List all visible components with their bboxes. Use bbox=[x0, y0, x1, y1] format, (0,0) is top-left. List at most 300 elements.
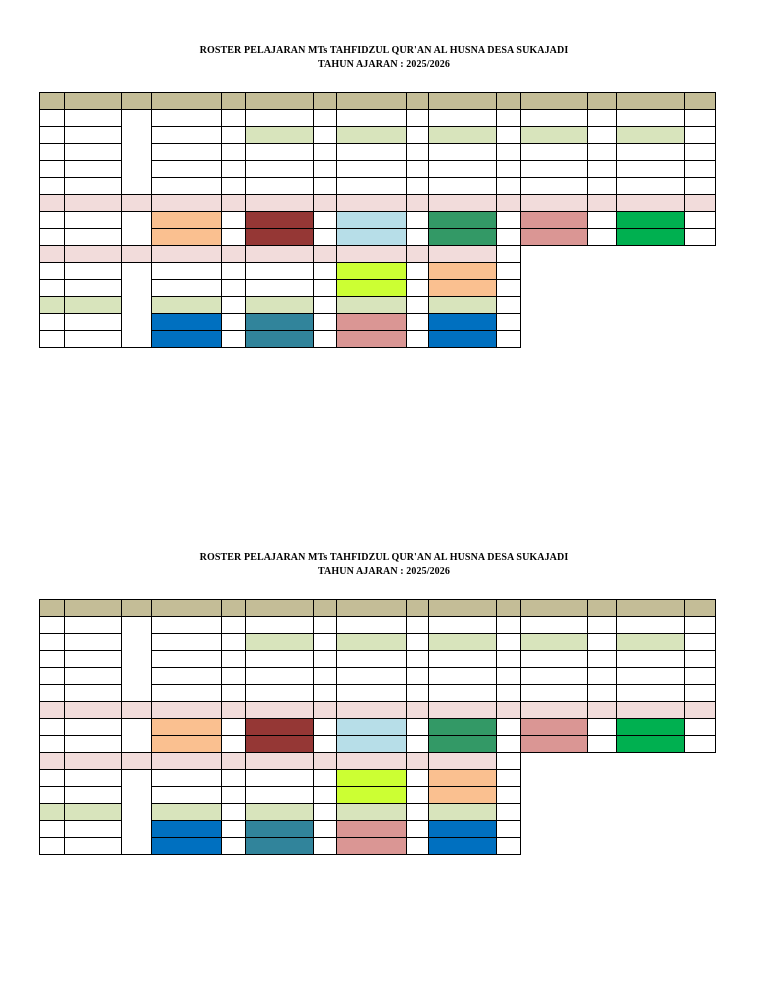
roster-cell bbox=[428, 786, 497, 804]
roster-cell bbox=[245, 667, 314, 685]
roster-cell bbox=[39, 330, 65, 348]
roster-cell bbox=[221, 211, 246, 229]
roster-cell bbox=[64, 752, 122, 770]
roster-cell bbox=[221, 245, 246, 263]
roster-cell bbox=[684, 109, 716, 127]
roster-cell bbox=[496, 228, 521, 246]
roster-cell bbox=[313, 313, 337, 331]
roster-cell bbox=[64, 177, 122, 195]
header-cell bbox=[336, 599, 407, 617]
roster-cell bbox=[221, 701, 246, 719]
roster-cell bbox=[428, 262, 497, 280]
roster-cell bbox=[336, 109, 407, 127]
header-cell bbox=[336, 92, 407, 110]
roster-cell bbox=[245, 330, 314, 348]
roster-cell bbox=[151, 803, 222, 821]
roster-cell bbox=[428, 177, 497, 195]
roster-cell bbox=[313, 633, 337, 651]
roster-cell bbox=[64, 126, 122, 144]
roster-cell bbox=[39, 650, 65, 668]
roster-cell bbox=[336, 296, 407, 314]
roster-cell bbox=[151, 667, 222, 685]
roster-cell bbox=[616, 633, 685, 651]
header-cell bbox=[428, 599, 497, 617]
roster-cell bbox=[428, 126, 497, 144]
roster-cell bbox=[151, 837, 222, 855]
roster-cell bbox=[151, 296, 222, 314]
roster-cell bbox=[245, 803, 314, 821]
roster-cell bbox=[313, 684, 337, 702]
roster-cell bbox=[39, 616, 65, 634]
roster-cell bbox=[336, 735, 407, 753]
header-cell bbox=[121, 92, 152, 110]
roster-cell bbox=[428, 803, 497, 821]
roster-cell bbox=[221, 616, 246, 634]
roster-cell bbox=[151, 820, 222, 838]
header-cell bbox=[616, 599, 685, 617]
roster-cell bbox=[39, 820, 65, 838]
roster-cell bbox=[39, 803, 65, 821]
roster-cell bbox=[616, 667, 685, 685]
roster-cell bbox=[587, 211, 617, 229]
roster-cell bbox=[313, 616, 337, 634]
roster-cell bbox=[151, 262, 222, 280]
roster-cell bbox=[520, 616, 588, 634]
roster-cell bbox=[684, 684, 716, 702]
roster-cell bbox=[313, 109, 337, 127]
roster-cell bbox=[616, 718, 685, 736]
roster-cell bbox=[221, 837, 246, 855]
roster-cell bbox=[496, 296, 521, 314]
roster-cell bbox=[336, 177, 407, 195]
roster-cell bbox=[221, 752, 246, 770]
roster-cell bbox=[496, 109, 521, 127]
roster-cell bbox=[245, 279, 314, 297]
roster-cell bbox=[221, 160, 246, 178]
roster-cell bbox=[406, 633, 429, 651]
roster-cell bbox=[336, 616, 407, 634]
roster-cell bbox=[221, 786, 246, 804]
roster-cell bbox=[616, 684, 685, 702]
roster-cell bbox=[496, 160, 521, 178]
roster-cell bbox=[496, 616, 521, 634]
roster-cell bbox=[64, 684, 122, 702]
roster-cell bbox=[313, 262, 337, 280]
roster-cell bbox=[616, 228, 685, 246]
roster-cell bbox=[64, 786, 122, 804]
roster-cell bbox=[336, 633, 407, 651]
roster-cell bbox=[64, 194, 122, 212]
roster-cell bbox=[221, 313, 246, 331]
roster-cell bbox=[64, 718, 122, 736]
roster-cell bbox=[39, 718, 65, 736]
roster-cell bbox=[684, 194, 716, 212]
roster-cell bbox=[151, 718, 222, 736]
roster-cell bbox=[245, 786, 314, 804]
roster-cell bbox=[406, 752, 429, 770]
roster-cell bbox=[587, 194, 617, 212]
header-cell bbox=[221, 92, 246, 110]
roster-cell bbox=[39, 126, 65, 144]
roster-cell bbox=[39, 194, 65, 212]
header-cell bbox=[496, 599, 521, 617]
roster-cell bbox=[245, 194, 314, 212]
roster-cell bbox=[151, 211, 222, 229]
header-cell bbox=[151, 599, 222, 617]
roster-cell bbox=[684, 616, 716, 634]
roster-cell bbox=[121, 194, 152, 212]
roster-cell bbox=[587, 735, 617, 753]
header-cell bbox=[428, 92, 497, 110]
roster-cell bbox=[684, 701, 716, 719]
roster-cell bbox=[39, 769, 65, 787]
roster-cell bbox=[64, 296, 122, 314]
roster-cell bbox=[616, 177, 685, 195]
roster-cell bbox=[151, 769, 222, 787]
roster-cell bbox=[39, 160, 65, 178]
roster-cell bbox=[587, 701, 617, 719]
roster-cell bbox=[587, 143, 617, 161]
roster-cell bbox=[245, 126, 314, 144]
roster-cell bbox=[39, 245, 65, 263]
merged-cell bbox=[121, 109, 152, 195]
roster-cell bbox=[587, 633, 617, 651]
roster-cell bbox=[587, 650, 617, 668]
roster-cell bbox=[616, 735, 685, 753]
roster-cell bbox=[496, 126, 521, 144]
roster-cell bbox=[428, 296, 497, 314]
merged-cell bbox=[121, 616, 152, 702]
header-cell bbox=[520, 92, 588, 110]
roster-cell bbox=[496, 194, 521, 212]
roster-cell bbox=[313, 296, 337, 314]
roster-cell bbox=[406, 650, 429, 668]
roster-cell bbox=[151, 735, 222, 753]
roster-cell bbox=[428, 160, 497, 178]
roster-cell bbox=[428, 109, 497, 127]
roster-cell bbox=[39, 109, 65, 127]
roster-cell bbox=[406, 126, 429, 144]
roster-cell bbox=[336, 330, 407, 348]
roster-cell bbox=[313, 650, 337, 668]
roster-cell bbox=[39, 752, 65, 770]
roster-cell bbox=[428, 769, 497, 787]
roster-cell bbox=[496, 313, 521, 331]
roster-cell bbox=[496, 684, 521, 702]
roster-cell bbox=[520, 735, 588, 753]
roster-cell bbox=[39, 228, 65, 246]
roster-cell bbox=[39, 837, 65, 855]
roster-cell bbox=[313, 769, 337, 787]
roster-cell bbox=[428, 245, 497, 263]
roster-cell bbox=[221, 820, 246, 838]
roster-cell bbox=[336, 786, 407, 804]
roster-cell bbox=[406, 245, 429, 263]
roster-cell bbox=[496, 650, 521, 668]
roster-cell bbox=[221, 650, 246, 668]
roster-cell bbox=[587, 160, 617, 178]
roster-cell bbox=[39, 211, 65, 229]
roster-cell bbox=[221, 109, 246, 127]
roster-cell bbox=[428, 752, 497, 770]
roster-cell bbox=[313, 701, 337, 719]
roster-cell bbox=[520, 126, 588, 144]
roster-cell bbox=[64, 616, 122, 634]
header-cell bbox=[39, 599, 65, 617]
roster-cell bbox=[64, 245, 122, 263]
roster-cell bbox=[406, 330, 429, 348]
roster-cell bbox=[496, 769, 521, 787]
roster-cell bbox=[428, 735, 497, 753]
roster-cell bbox=[313, 803, 337, 821]
roster-cell bbox=[64, 633, 122, 651]
roster-cell bbox=[428, 194, 497, 212]
roster-cell bbox=[39, 701, 65, 719]
roster-cell bbox=[245, 177, 314, 195]
roster-cell bbox=[245, 633, 314, 651]
roster-cell bbox=[587, 109, 617, 127]
roster-cell bbox=[336, 667, 407, 685]
roster-cell bbox=[616, 160, 685, 178]
roster-cell bbox=[406, 837, 429, 855]
roster-cell bbox=[496, 279, 521, 297]
roster-title: ROSTER PELAJARAN MTs TAHFIDZUL QUR'AN AL HUSNA DESA SUKAJADI bbox=[199, 552, 569, 563]
header-cell bbox=[587, 92, 617, 110]
roster-cell bbox=[64, 769, 122, 787]
roster-cell bbox=[313, 211, 337, 229]
roster-cell bbox=[406, 718, 429, 736]
roster-cell bbox=[151, 126, 222, 144]
roster-cell bbox=[336, 194, 407, 212]
roster-cell bbox=[151, 616, 222, 634]
header-cell bbox=[684, 599, 716, 617]
roster-cell bbox=[245, 735, 314, 753]
roster-cell bbox=[64, 837, 122, 855]
roster-cell bbox=[245, 262, 314, 280]
roster-cell bbox=[221, 735, 246, 753]
roster-cell bbox=[406, 279, 429, 297]
roster-cell bbox=[245, 752, 314, 770]
roster-cell bbox=[313, 752, 337, 770]
roster-cell bbox=[520, 211, 588, 229]
roster-cell bbox=[64, 228, 122, 246]
roster-cell bbox=[39, 262, 65, 280]
roster-subtitle: TAHUN AJARAN : 2025/2026 bbox=[318, 566, 450, 577]
header-cell bbox=[245, 599, 314, 617]
roster-cell bbox=[336, 837, 407, 855]
roster-cell bbox=[520, 194, 588, 212]
roster-cell bbox=[520, 701, 588, 719]
roster-cell bbox=[496, 245, 521, 263]
roster-cell bbox=[616, 616, 685, 634]
roster-cell bbox=[245, 143, 314, 161]
roster-cell bbox=[151, 786, 222, 804]
roster-cell bbox=[428, 228, 497, 246]
header-cell bbox=[64, 599, 122, 617]
roster-cell bbox=[39, 684, 65, 702]
roster-cell bbox=[221, 143, 246, 161]
roster-cell bbox=[496, 735, 521, 753]
roster-cell bbox=[616, 650, 685, 668]
roster-cell bbox=[406, 296, 429, 314]
roster-cell bbox=[151, 177, 222, 195]
header-cell bbox=[616, 92, 685, 110]
roster-cell bbox=[587, 616, 617, 634]
merged-cell bbox=[121, 262, 152, 348]
roster-cell bbox=[336, 143, 407, 161]
roster-cell bbox=[406, 313, 429, 331]
roster-cell bbox=[428, 211, 497, 229]
roster-cell bbox=[245, 211, 314, 229]
roster-cell bbox=[336, 262, 407, 280]
roster-cell bbox=[313, 837, 337, 855]
header-cell bbox=[245, 92, 314, 110]
roster-cell bbox=[496, 701, 521, 719]
roster-cell bbox=[520, 650, 588, 668]
roster-cell bbox=[496, 786, 521, 804]
roster-cell bbox=[520, 177, 588, 195]
roster-cell bbox=[151, 279, 222, 297]
roster-cell bbox=[406, 820, 429, 838]
roster-cell bbox=[616, 126, 685, 144]
roster-cell bbox=[245, 313, 314, 331]
roster-cell bbox=[221, 177, 246, 195]
roster-cell bbox=[221, 330, 246, 348]
roster-cell bbox=[245, 837, 314, 855]
roster-cell bbox=[151, 701, 222, 719]
merged-cell bbox=[121, 769, 152, 855]
roster-cell bbox=[64, 313, 122, 331]
header-cell bbox=[221, 599, 246, 617]
roster-cell bbox=[245, 296, 314, 314]
roster-cell bbox=[151, 330, 222, 348]
roster-cell bbox=[520, 228, 588, 246]
roster-cell bbox=[428, 820, 497, 838]
roster-cell bbox=[221, 262, 246, 280]
roster-cell bbox=[428, 330, 497, 348]
roster-cell bbox=[313, 177, 337, 195]
roster-cell bbox=[245, 616, 314, 634]
roster-cell bbox=[587, 718, 617, 736]
roster-cell bbox=[151, 194, 222, 212]
roster-cell bbox=[616, 109, 685, 127]
roster-cell bbox=[336, 752, 407, 770]
roster-cell bbox=[336, 820, 407, 838]
roster-cell bbox=[221, 667, 246, 685]
roster-cell bbox=[336, 769, 407, 787]
roster-cell bbox=[336, 684, 407, 702]
roster-cell bbox=[496, 330, 521, 348]
roster-cell bbox=[684, 650, 716, 668]
roster-sheet-1 bbox=[0, 44, 768, 98]
roster-cell bbox=[64, 820, 122, 838]
header-cell bbox=[313, 92, 337, 110]
roster-cell bbox=[406, 262, 429, 280]
roster-cell bbox=[64, 211, 122, 229]
header-cell bbox=[587, 599, 617, 617]
roster-cell bbox=[496, 837, 521, 855]
roster-cell bbox=[313, 786, 337, 804]
roster-cell bbox=[520, 718, 588, 736]
roster-cell bbox=[313, 160, 337, 178]
roster-cell bbox=[428, 650, 497, 668]
roster-cell bbox=[313, 143, 337, 161]
roster-cell bbox=[221, 279, 246, 297]
roster-subtitle: TAHUN AJARAN : 2025/2026 bbox=[318, 59, 450, 70]
roster-cell bbox=[406, 143, 429, 161]
roster-cell bbox=[39, 296, 65, 314]
roster-cell bbox=[406, 803, 429, 821]
roster-cell bbox=[221, 296, 246, 314]
roster-cell bbox=[151, 684, 222, 702]
roster-cell bbox=[406, 160, 429, 178]
roster-cell bbox=[221, 194, 246, 212]
roster-cell bbox=[313, 126, 337, 144]
roster-cell bbox=[64, 330, 122, 348]
roster-cell bbox=[245, 701, 314, 719]
header-cell bbox=[313, 599, 337, 617]
header-cell bbox=[151, 92, 222, 110]
roster-cell bbox=[684, 160, 716, 178]
roster-cell bbox=[616, 211, 685, 229]
roster-cell bbox=[406, 769, 429, 787]
roster-cell bbox=[406, 109, 429, 127]
roster-cell bbox=[428, 279, 497, 297]
roster-cell bbox=[520, 684, 588, 702]
roster-cell bbox=[39, 633, 65, 651]
roster-cell bbox=[520, 143, 588, 161]
roster-cell bbox=[245, 820, 314, 838]
roster-cell bbox=[587, 667, 617, 685]
roster-cell bbox=[245, 769, 314, 787]
roster-cell bbox=[406, 228, 429, 246]
roster-cell bbox=[406, 177, 429, 195]
roster-cell bbox=[151, 160, 222, 178]
roster-cell bbox=[64, 803, 122, 821]
roster-cell bbox=[245, 684, 314, 702]
roster-title: ROSTER PELAJARAN MTs TAHFIDZUL QUR'AN AL HUSNA DESA SUKAJADI bbox=[199, 45, 569, 56]
roster-cell bbox=[151, 633, 222, 651]
roster-cell bbox=[684, 667, 716, 685]
roster-cell bbox=[245, 109, 314, 127]
roster-cell bbox=[64, 650, 122, 668]
header-cell bbox=[406, 92, 429, 110]
roster-cell bbox=[336, 718, 407, 736]
roster-cell bbox=[406, 211, 429, 229]
roster-cell bbox=[121, 701, 152, 719]
roster-cell bbox=[406, 667, 429, 685]
roster-cell bbox=[151, 752, 222, 770]
roster-cell bbox=[313, 330, 337, 348]
roster-cell bbox=[616, 143, 685, 161]
roster-cell bbox=[336, 313, 407, 331]
roster-cell bbox=[336, 701, 407, 719]
roster-cell bbox=[336, 279, 407, 297]
roster-cell bbox=[121, 752, 152, 770]
roster-cell bbox=[245, 650, 314, 668]
roster-cell bbox=[587, 228, 617, 246]
roster-cell bbox=[121, 245, 152, 263]
roster-cell bbox=[428, 633, 497, 651]
roster-cell bbox=[313, 194, 337, 212]
roster-cell bbox=[496, 633, 521, 651]
roster-cell bbox=[496, 718, 521, 736]
roster-cell bbox=[496, 803, 521, 821]
roster-cell bbox=[336, 126, 407, 144]
roster-cell bbox=[520, 160, 588, 178]
roster-cell bbox=[428, 837, 497, 855]
roster-cell bbox=[406, 701, 429, 719]
